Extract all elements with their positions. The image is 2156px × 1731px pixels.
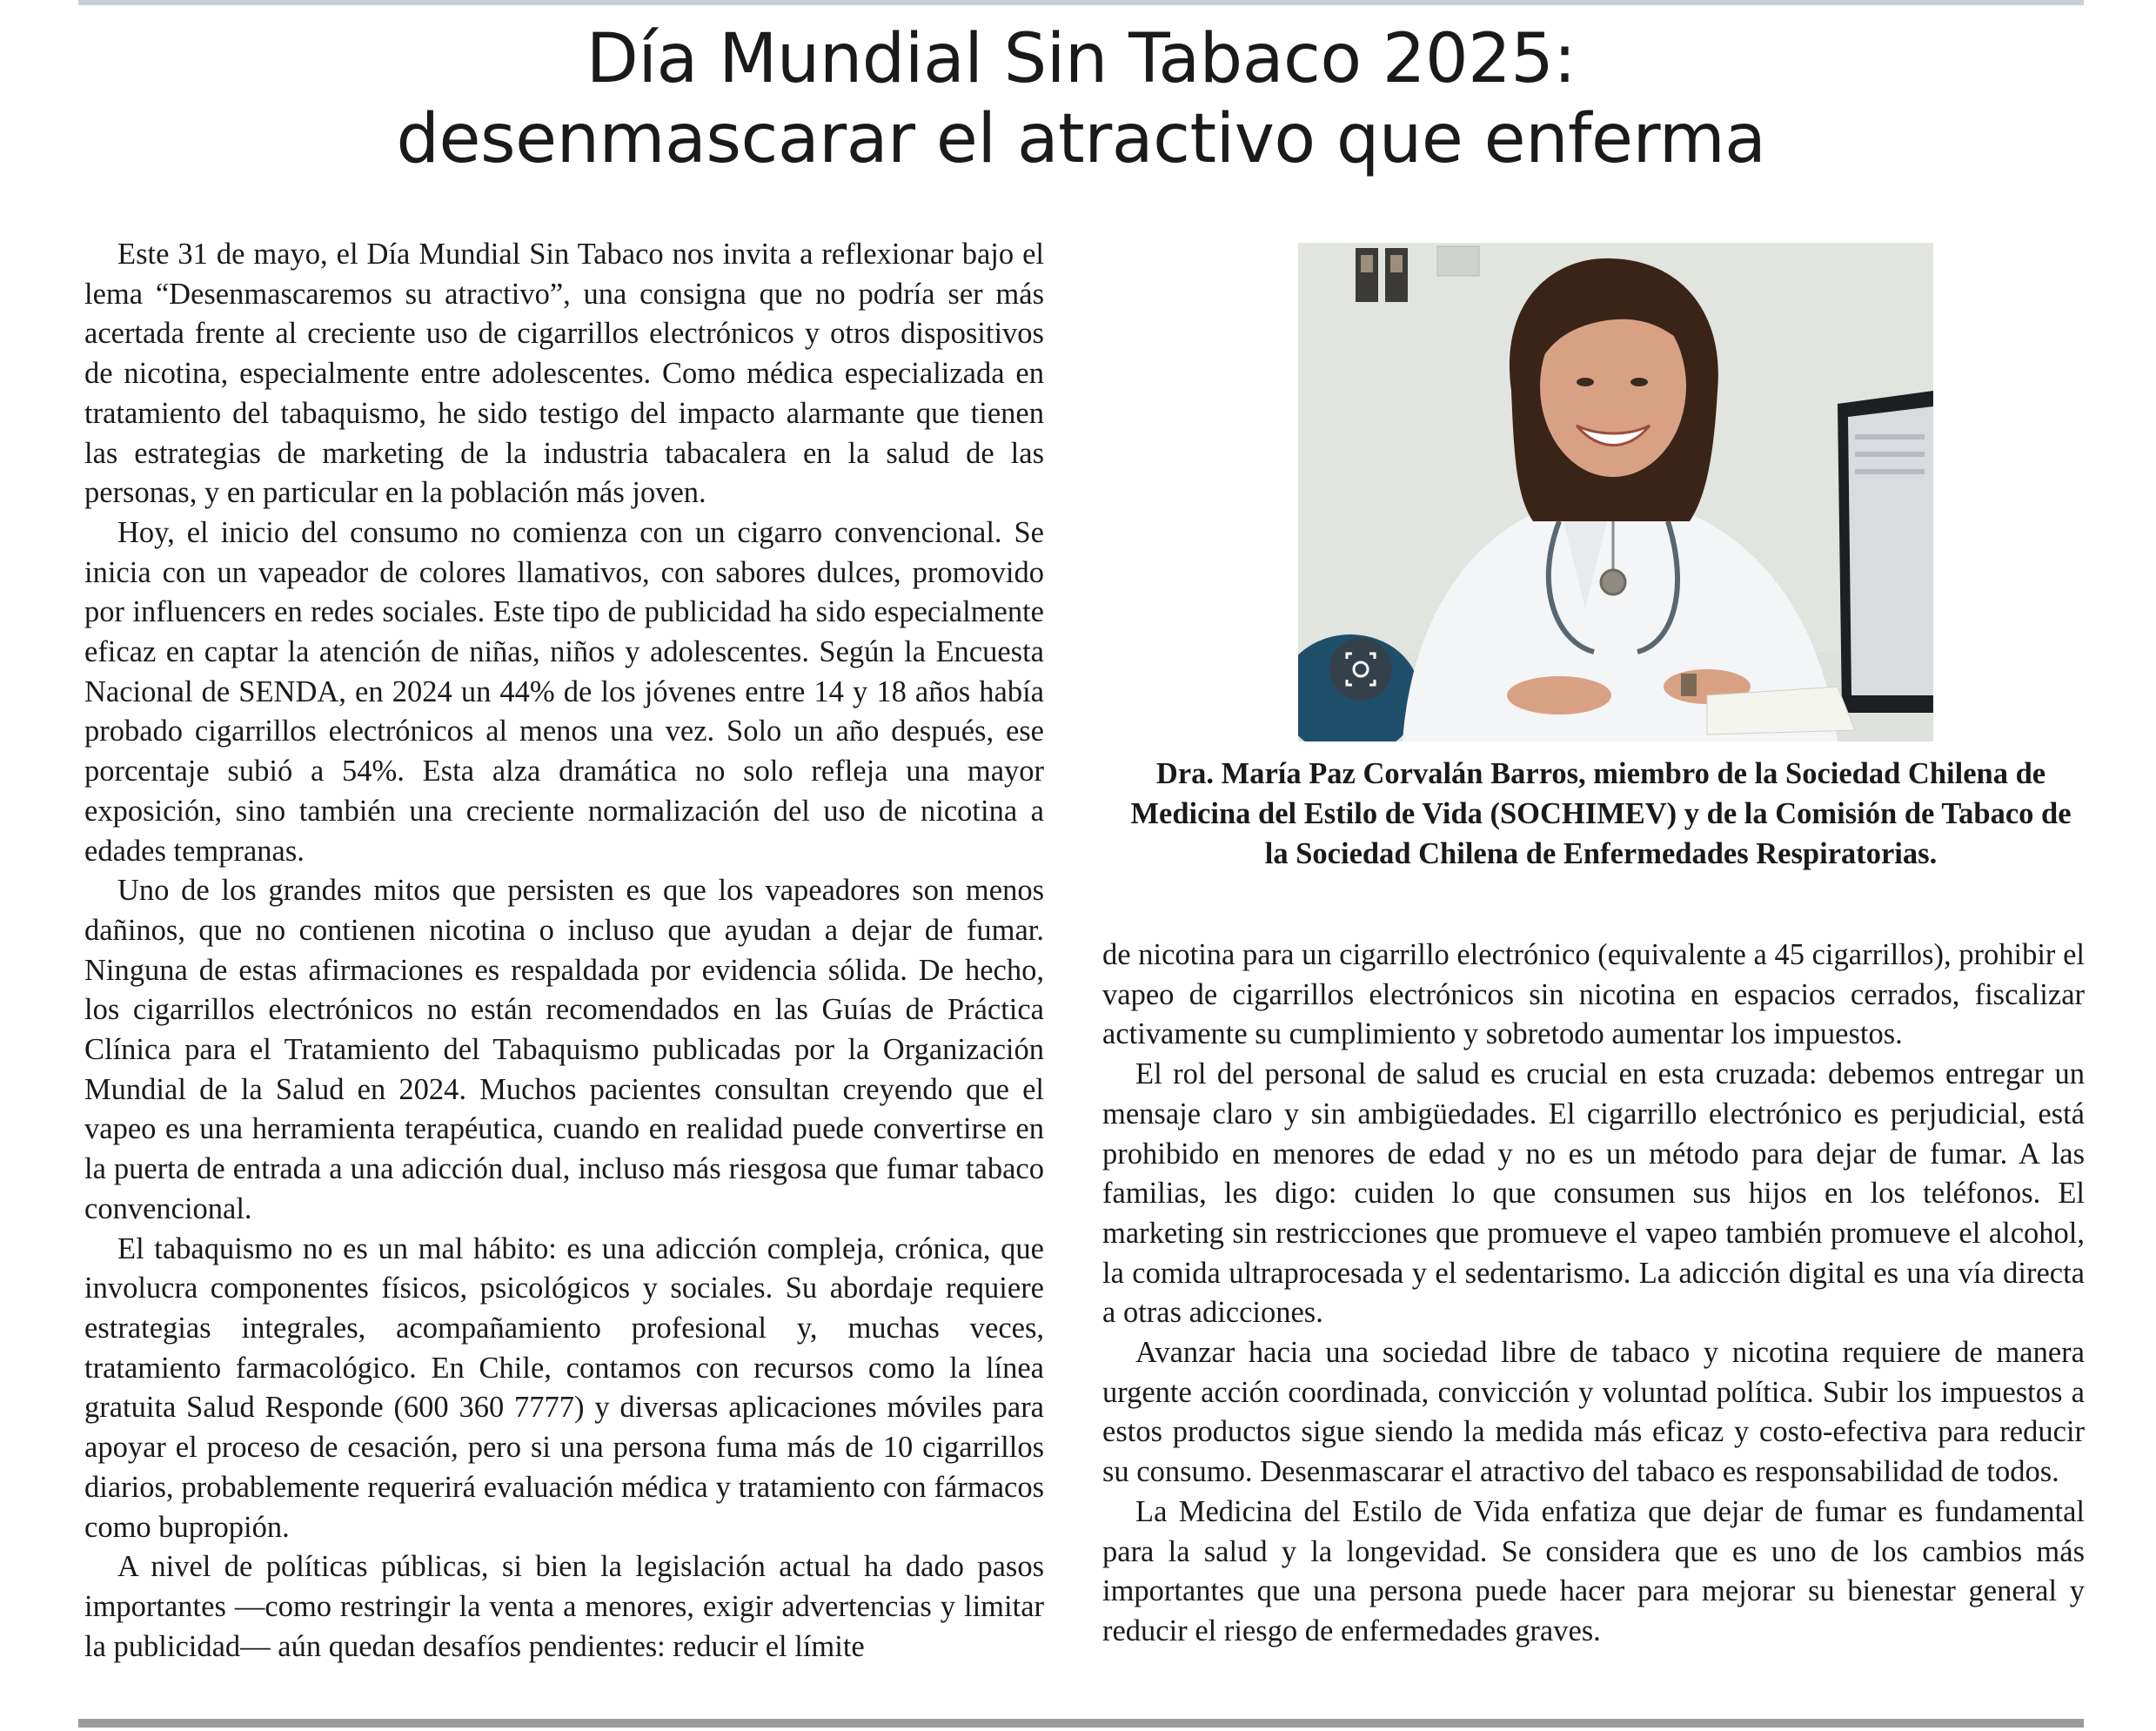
headline-line-1: Día Mundial Sin Tabaco 2025: xyxy=(586,20,1577,98)
body-paragraph: A nivel de políticas públicas, si bien la legislación actual ha dado pasos importantes —como restringir la venta a menores, exigir advertencias y limitar la publicidad— aún quedan desafíos pendientes: reducir el límite xyxy=(84,1550,1044,1663)
photo-caption: Dra. María Paz Corvalán Barros, miembro de la Sociedad Chilena de Medicina del Estilo de Vida (SOCHIMEV) y de la Comisión de Tabaco de la Sociedad Chilena de Enfermedades Respiratorias. xyxy=(1130,757,2072,870)
author-portrait xyxy=(1298,243,1933,741)
top-rule xyxy=(78,0,2084,5)
body-paragraph: El tabaquismo no es un mal hábito: es una adicción compleja, crónica, que involucra componentes físicos, psicológicos y sociales. Su abordaje requiere estrategias integrales, acompañamiento profesional y, muchas veces, tratamiento farmacológico. En Chile, contamos con recursos como la línea gratuita Salud Responde (600 360 7777) y diversas aplicaciones móviles para apoyar el proceso de cesación, pero si una persona fuma más de 10 cigarrillos diarios, probablemente requerirá evaluación médica y tratamiento con fármacos como bupropión. xyxy=(84,1231,1044,1544)
author-photo xyxy=(1298,243,1933,741)
right-column xyxy=(1102,936,2085,1652)
body-paragraph: El rol del personal de salud es crucial en esta cruzada: debemos entregar un mensaje claro y sin ambigüedades. El cigarrillo electrónico es perjudicial, está prohibido en menores de edad y no es un método para dejar de fumar. A las familias, les digo: cuiden lo que consumen sus hijos en los teléfonos. El marketing sin restricciones que promueve el vapeo también promueve el alcohol, la comida ultraprocesada y el sedentarismo. La adicción digital es una vía directa a otras adicciones. xyxy=(1102,1057,2085,1330)
article-headline xyxy=(78,19,2084,179)
bottom-rule xyxy=(78,1719,2084,1728)
body-paragraph: Hoy, el inicio del consumo no comienza con un cigarro convencional. Se inicia con un vapeador de colores llamativos, con sabores dulces, promovido por influencers en redes sociales. Este tipo de publicidad ha sido especialmente eficaz en captar la atención de niñas, niños y adolescentes. Según la Encuesta Nacional de SENDA, en 2024 un 44% de los jóvenes entre 14 y 18 años había probado cigarrillos electrónicos al menos una vez. Solo un año después, ese porcentaje subió a 54%. Esta alza dramática no solo refleja una mayor exposición, sino también una creciente normalización del uso de nicotina a edades tempranas. xyxy=(84,515,1044,868)
left-column xyxy=(84,235,1044,1667)
body-paragraph: Este 31 de mayo, el Día Mundial Sin Tabaco nos invita a reflexionar bajo el lema “Desenmascaremos su atractivo”, una consigna que no podría ser más acertada frente al creciente uso de cigarrillos electrónicos y otros dispositivos de nicotina, especialmente entre adolescentes. Como médica especializada en tratamiento del tabaquismo, he sido testigo del impacto alarmante que tienen las estrategias de marketing de la industria tabacalera en la salud de las personas, y en particular en la población más joven. xyxy=(84,238,1044,510)
body-paragraph: Avanzar hacia una sociedad libre de tabaco y nicotina requiere de manera urgente acción coordinada, convicción y voluntad política. Subir los impuestos a estos productos sigue siendo la medida más eficaz y costo-efectiva para reducir su consumo. Desenmascarar el atractivo del tabaco es responsabilidad de todos. xyxy=(1102,1336,2085,1489)
body-paragraph: Uno de los grandes mitos que persisten es que los vapeadores son menos dañinos, que no contienen nicotina o incluso que ayudan a dejar de fumar. Ninguna de estas afirmaciones es respaldada por evidencia sólida. De hecho, los cigarrillos electrónicos no están recomendados en las Guías de Práctica Clínica para el Tratamiento del Tabaquismo publicadas por la Organización Mundial de la Salud en 2024. Muchos pacientes consultan creyendo que el vapeo es una herramienta terapéutica, cuando en realidad puede convertirse en la puerta de entrada a una adicción dual, incluso más riesgosa que fumar tabaco convencional. xyxy=(84,874,1044,1225)
body-paragraph: de nicotina para un cigarrillo electrónico (equivalente a 45 cigarrillos), prohibir el vapeo de cigarrillos electrónicos sin nicotina en espacios cerrados, fiscalizar activamente su cumplimiento y sobretodo aumentar los impuestos. xyxy=(1102,938,2085,1051)
lens-scan-icon[interactable] xyxy=(1329,638,1392,701)
body-paragraph: La Medicina del Estilo de Vida enfatiza que dejar de fumar es fundamental para la salud y la longevidad. Se considera que es uno de los cambios más importantes que una persona puede hacer para mejorar su bienestar general y reducir el riesgo de enfermedades graves. xyxy=(1102,1494,2085,1647)
headline-line-2: desenmascarar el atractivo que enferma xyxy=(396,100,1766,178)
